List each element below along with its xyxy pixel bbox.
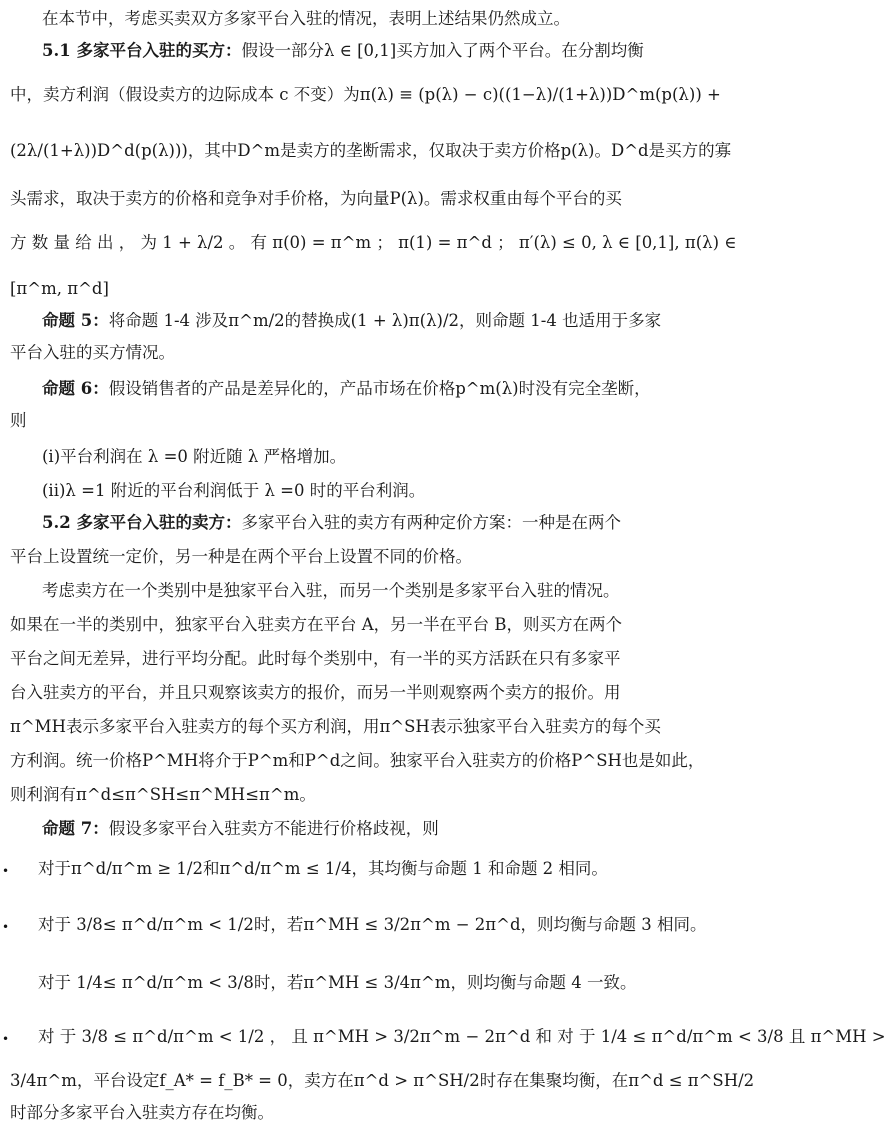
paragraph-line: 在本节中，考虑买卖双方多家平台入驻的情况，表明上述结果仍然成立。 <box>42 9 570 28</box>
paragraph-line: 中，卖方利润（假设卖方的边际成本 c 不变）为π(λ) ≡ (p(λ) − c)((1−λ)/(1+λ))D^m(p(λ)) + <box>10 85 721 104</box>
list-item: 对于π^d/π^m ≥ 1/2和π^d/π^m ≤ 1/4，其均衡与命题 1 和命题 2 相同。 <box>38 859 608 878</box>
paragraph-line: 头需求，取决于卖方的价格和竞争对手价格，为向量P(λ)。需求权重由每个平台的买 <box>10 189 622 208</box>
proposition-6-heading: 命题 6： <box>42 379 109 398</box>
proposition-5-line: 命题 5：将命题 1-4 涉及π^m/2的替换成(1 + λ)π(λ)/2，则命题 1-4 也适用于多家 <box>42 311 662 330</box>
list-item: 对于 1/4≤ π^d/π^m < 3/8时，若π^MH ≤ 3/4π^m，则均衡与命题 4 一致。 <box>38 973 637 992</box>
paragraph-line: 则利润有π^d≤π^SH≤π^MH≤π^m。 <box>10 785 316 804</box>
section-heading-5-2: 5.2 多家平台入驻的卖方： <box>42 513 242 532</box>
proposition-6-line: 命题 6：假设销售者的产品是差异化的，产品市场在价格p^m(λ)时没有完全垄断， <box>42 379 651 398</box>
paragraph-line: π^MH表示多家平台入驻卖方的每个买方利润，用π^SH表示独家平台入驻卖方的每个买 <box>10 717 661 736</box>
paragraph-line: 平台上设置统一定价，另一种是在两个平台上设置不同的价格。 <box>10 547 472 566</box>
paragraph-line: 方 数 量 给 出 ， 为 1 + λ/2 。 有 π(0) = π^m ； π(1) = π^d ； π′(λ) ≤ 0, λ ∈ [0,1], π(λ) ∈ <box>10 233 737 252</box>
list-item: 对 于 3/8 ≤ π^d/π^m < 1/2 ， 且 π^MH > 3/2π^m − 2π^d 和 对 于 1/4 ≤ π^d/π^m < 3/8 且 π^MH > <box>38 1027 886 1046</box>
paragraph-line: (2λ/(1+λ))D^d(p(λ)))，其中D^m是卖方的垄断需求，仅取决于卖方价格p(λ)。D^d是买方的寡 <box>10 141 732 160</box>
paragraph-line: 方利润。统一价格P^MH将介于P^m和P^d之间。独家平台入驻卖方的价格P^SH也是如此， <box>10 751 705 770</box>
paragraph-line: 考虑卖方在一个类别中是独家平台入驻，而另一个类别是多家平台入驻的情况。 <box>42 581 620 600</box>
proposition-5-heading: 命题 5： <box>42 311 109 330</box>
bullet-icon: • <box>2 1032 10 1046</box>
list-item: (ii)λ =1 附近的平台利润低于 λ =0 时的平台利润。 <box>42 481 426 500</box>
paragraph-line: 平台之间无差异，进行平均分配。此时每个类别中，有一半的买方活跃在只有多家平 <box>10 649 621 668</box>
paragraph-line: 则 <box>10 411 27 430</box>
list-item: 对于 3/8≤ π^d/π^m < 1/2时，若π^MH ≤ 3/2π^m − 2π^d，则均衡与命题 3 相同。 <box>38 915 707 934</box>
bullet-icon: • <box>2 920 10 934</box>
paragraph-line: 台入驻卖方的平台，并且只观察该卖方的报价，而另一半则观察两个卖方的报价。用 <box>10 683 621 702</box>
paragraph-line: 平台入驻的买方情况。 <box>10 343 175 362</box>
section-heading-5-1: 5.1 多家平台入驻的买方： <box>42 41 242 60</box>
paragraph-line: 如果在一半的类别中，独家平台入驻卖方在平台 A，另一半在平台 B，则买方在两个 <box>10 615 623 634</box>
section-5-2-line: 5.2 多家平台入驻的卖方：多家平台入驻的卖方有两种定价方案：一种是在两个 <box>42 513 621 532</box>
proposition-7-line: 命题 7：假设多家平台入驻卖方不能进行价格歧视，则 <box>42 819 439 838</box>
section-5-1-line: 5.1 多家平台入驻的买方：假设一部分λ ∈ [0,1]买方加入了两个平台。在分割均衡 <box>42 41 644 60</box>
paragraph-line: 时部分多家平台入驻卖方存在均衡。 <box>10 1103 274 1122</box>
bullet-icon: • <box>2 864 10 878</box>
paragraph-line: [π^m, π^d] <box>10 279 109 298</box>
list-item: (i)平台利润在 λ =0 附近随 λ 严格增加。 <box>42 447 347 466</box>
paragraph-line: 3/4π^m，平台设定f_A* = f_B* = 0，卖方在π^d > π^SH/2时存在集聚均衡，在π^d ≤ π^SH/2 <box>10 1071 755 1090</box>
proposition-7-heading: 命题 7： <box>42 819 109 838</box>
